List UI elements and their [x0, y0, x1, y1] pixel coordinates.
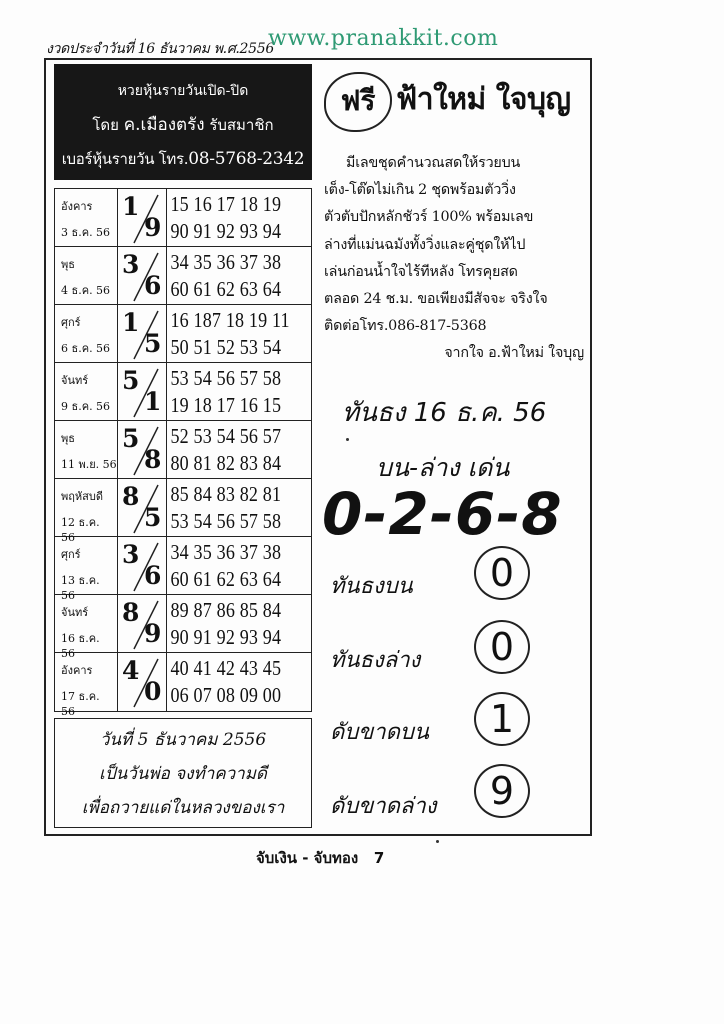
result-day: อังคาร	[61, 664, 93, 677]
page-number: 7	[373, 849, 385, 867]
promo-line: มีเลขชุดคำนวณสดให้รวยบน	[346, 155, 521, 171]
result-numbers-bottom: 60 61 62 63 64	[170, 566, 282, 591]
result-numbers	[167, 595, 291, 652]
pick-label-bottom-run: ทันธงล่าง	[330, 648, 421, 673]
results-table	[54, 188, 312, 718]
promo-line: ติดต่อโทร.086-817-5368	[324, 318, 487, 335]
pick-label-top-run: ทันธงบน	[330, 574, 413, 599]
result-row	[55, 305, 311, 363]
pick-value-top-cut: 1	[474, 692, 530, 746]
result-numbers-top: 34 35 36 37 38	[170, 249, 282, 274]
promo-text	[324, 150, 588, 368]
result-date: 16 ธ.ค. 56	[61, 632, 100, 660]
pick-value-bottom-cut: 9	[474, 764, 530, 818]
result-numbers	[167, 479, 291, 536]
result-day: ศุกร์	[61, 316, 81, 329]
ad-phone-line	[54, 142, 312, 176]
result-numbers-bottom: 53 54 56 57 58	[170, 508, 282, 533]
result-day-cell	[55, 305, 118, 362]
result-row	[55, 247, 311, 305]
result-numbers-top: 34 35 36 37 38	[170, 539, 282, 564]
page-footer	[256, 846, 384, 870]
result-numbers-top: 53 54 56 57 58	[170, 365, 282, 390]
promo-line: ล่างที่แม่นฉมังทั้งวิ่งและคู่ชุดให้ไป	[324, 236, 526, 253]
result-numbers-top: 85 84 83 82 81	[170, 481, 282, 506]
promo-line: เล่นก่อนน้ำใจไร้ทีหลัง โทรคุยสด	[324, 263, 518, 280]
result-numbers-bottom: 06 07 08 09 00	[170, 683, 282, 707]
fathers-day-note	[54, 718, 312, 828]
result-day: ศุกร์	[61, 548, 81, 561]
result-numbers	[167, 653, 291, 711]
result-row	[55, 653, 311, 718]
result-pair-top: 1	[122, 308, 140, 337]
result-pair-cell	[118, 537, 167, 594]
stock-lottery-ad	[54, 64, 312, 180]
draw-date: ทันธง 16 ธ.ค. 56	[342, 398, 547, 428]
result-row	[55, 421, 311, 479]
result-pair-bottom: 6	[144, 561, 162, 590]
result-day-cell	[55, 595, 118, 660]
result-pair-top: 8	[122, 482, 140, 511]
note-line-3: เพื่อถวายแด่ในหลวงของเรา	[81, 798, 285, 818]
result-numbers-bottom: 80 81 82 83 84	[170, 450, 282, 475]
pick-label-bottom-cut: ดับขาดล่าง	[330, 794, 437, 819]
play-label: บน-ล่าง เด่น	[376, 453, 510, 482]
pick-value-bottom-run: 0	[474, 620, 530, 674]
result-numbers-top: 52 53 54 56 57	[170, 423, 282, 448]
result-numbers	[167, 363, 291, 420]
result-pair-cell	[118, 653, 167, 711]
result-day-cell	[55, 363, 118, 420]
result-day-cell	[55, 421, 118, 478]
pick-label-top-cut: ดับขาดบน	[330, 720, 429, 745]
result-date: 11 พ.ย. 56	[61, 458, 117, 471]
result-day: พุธ	[61, 432, 75, 445]
promo-title: ฟ้าใหม่ ใจบุญ	[396, 82, 571, 117]
ad-byline-suffix: รับสมาชิก	[209, 116, 274, 134]
result-numbers	[167, 305, 291, 362]
result-day-cell	[55, 247, 118, 304]
ad-headline: หวยหุ้นรายวันเปิด-ปิด	[117, 83, 249, 99]
result-pair-top: 1	[122, 192, 140, 221]
free-badge: ฟรี	[324, 72, 392, 132]
result-pair-cell	[118, 247, 167, 304]
result-row	[55, 363, 311, 421]
result-pair-bottom: 8	[144, 445, 162, 474]
result-pair-top: 3	[122, 540, 140, 569]
note-line-2: เป็นวันพ่อ จงทำความดี	[99, 764, 267, 784]
result-pair-bottom: 9	[144, 619, 162, 648]
promo-line: เต็ง-โต๊ดไม่เกิน 2 ชุดพร้อมตัววิ่ง	[324, 182, 516, 199]
site-url-watermark: www.pranakkit.com	[268, 26, 499, 51]
footer-label: จับเงิน - จับทอง	[256, 849, 359, 867]
ad-author-name: ค.เมืองตรัง	[123, 115, 205, 135]
result-day-cell	[55, 479, 118, 544]
ad-phone-prefix: เบอร์หุ้นรายวัน โทร.	[61, 150, 189, 168]
result-day-cell	[55, 653, 118, 718]
note-date: วันที่ 5 ธันวาคม 2556	[99, 730, 267, 750]
result-row	[55, 189, 311, 247]
result-day: จันทร์	[61, 606, 89, 619]
result-pair-top: 4	[122, 656, 140, 685]
result-numbers-top: 15 16 17 18 19	[170, 191, 282, 216]
scan-speck	[436, 840, 439, 843]
ad-byline-prefix: โดย	[92, 116, 119, 134]
result-date: 12 ธ.ค. 56	[61, 516, 100, 544]
result-numbers-top: 40 41 42 43 45	[170, 656, 282, 680]
result-numbers	[167, 189, 291, 246]
ad-byline	[54, 108, 312, 142]
result-pair-top: 3	[122, 250, 140, 279]
result-date: 17 ธ.ค. 56	[61, 690, 100, 718]
result-day-cell	[55, 189, 118, 246]
result-numbers	[167, 421, 291, 478]
result-date: 4 ธ.ค. 56	[61, 284, 111, 297]
result-numbers-bottom: 90 91 92 93 94	[170, 624, 282, 649]
result-row	[55, 537, 311, 602]
result-pair-top: 5	[122, 424, 140, 453]
result-day: พฤหัสบดี	[61, 490, 104, 503]
result-date: 9 ธ.ค. 56	[61, 400, 111, 413]
result-pair-bottom: 0	[144, 677, 162, 706]
result-date: 13 ธ.ค. 56	[61, 574, 100, 602]
featured-digits: 0-2-6-8	[322, 480, 563, 548]
result-numbers	[167, 537, 291, 594]
result-day: จันทร์	[61, 374, 89, 387]
result-pair-cell	[118, 595, 167, 652]
result-numbers	[167, 247, 291, 304]
result-pair-bottom: 5	[144, 503, 162, 532]
result-numbers-bottom: 90 91 92 93 94	[170, 218, 282, 243]
promo-line: ตัวตับปักหลักชัวร์ 100% พร้อมเลข	[324, 209, 534, 226]
result-numbers-bottom: 19 18 17 16 15	[170, 392, 282, 417]
result-pair-top: 5	[122, 366, 140, 395]
result-numbers-top: 89 87 86 85 84	[170, 597, 282, 622]
result-date: 3 ธ.ค. 56	[61, 226, 111, 239]
issue-date-line: งวดประจำวันที่ 16 ธันวาคม พ.ศ.2556	[46, 41, 274, 57]
ad-phone-number: 08-5768-2342	[188, 149, 305, 169]
result-row	[55, 479, 311, 544]
result-numbers-top: 16 187 18 19 11	[170, 307, 290, 332]
result-pair-bottom: 6	[144, 271, 162, 300]
promo-signature: จากใจ อ.ฟ้าใหม่ ใจบุญ	[444, 345, 584, 362]
result-day: อังคาร	[61, 200, 93, 213]
result-pair-cell	[118, 189, 167, 246]
scan-speck	[346, 438, 349, 441]
result-pair-cell	[118, 479, 167, 536]
result-day-cell	[55, 537, 118, 602]
result-pair-top: 8	[122, 598, 140, 627]
promo-line: ตลอด 24 ช.ม. ขอเพียงมีสัจจะ จริงใจ	[324, 291, 548, 308]
result-day: พุธ	[61, 258, 75, 271]
pick-value-top-run: 0	[474, 546, 530, 600]
result-pair-bottom: 1	[144, 387, 162, 416]
result-pair-bottom: 5	[144, 329, 162, 358]
result-pair-cell	[118, 421, 167, 478]
result-numbers-bottom: 50 51 52 53 54	[170, 334, 282, 359]
result-pair-cell	[118, 363, 167, 420]
result-numbers-bottom: 60 61 62 63 64	[170, 276, 282, 301]
result-pair-cell	[118, 305, 167, 362]
result-date: 6 ธ.ค. 56	[61, 342, 111, 355]
result-pair-bottom: 9	[144, 213, 162, 242]
result-row	[55, 595, 311, 660]
